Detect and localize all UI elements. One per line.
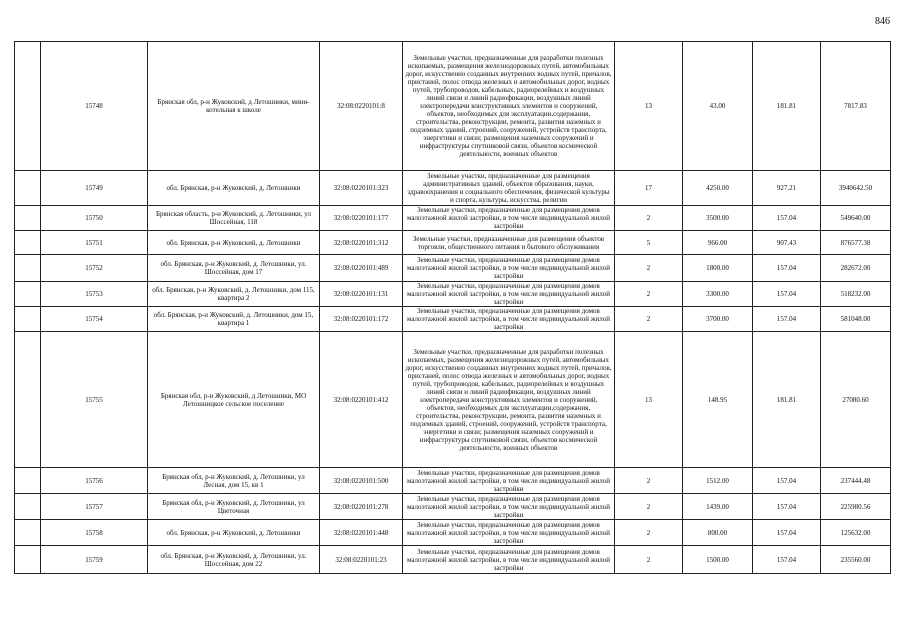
- row-spacer-cell: [15, 520, 41, 546]
- cadastral-value-cell: 282672.00: [821, 255, 891, 282]
- rate-cell: 927.21: [753, 171, 821, 206]
- cadastral-value-cell: 876577.38: [821, 231, 891, 255]
- rate-cell: 157.04: [753, 546, 821, 574]
- row-spacer-cell: [15, 255, 41, 282]
- cadastral-number-cell: 32:08:0220101:8: [320, 42, 403, 171]
- address-cell: обл. Брянская, р-н Жуковский, д. Летошники, ул. Шоссейная, дом 17: [148, 255, 320, 282]
- table-row: [15, 231, 891, 255]
- area-cell: 966.00: [683, 231, 753, 255]
- cadastral-number-cell: 32:08:0220101:172: [320, 307, 403, 332]
- address-cell: Брянская обл, р-н Жуковский, д. Летошники, ул Цветочная: [148, 494, 320, 520]
- table-row: [15, 494, 891, 520]
- table-row: [15, 520, 891, 546]
- rate-cell: 181.81: [753, 332, 821, 468]
- area-cell: 1500.00: [683, 546, 753, 574]
- cadastral-value-cell: 3940642.50: [821, 171, 891, 206]
- area-cell: 1439.00: [683, 494, 753, 520]
- land-register-table: [14, 41, 891, 574]
- area-cell: 800.00: [683, 520, 753, 546]
- row-spacer-cell: [15, 546, 41, 574]
- area-cell: 148.95: [683, 332, 753, 468]
- row-spacer-cell: [15, 468, 41, 494]
- table-row: [15, 255, 891, 282]
- group-cell: 2: [615, 468, 683, 494]
- group-cell: 17: [615, 171, 683, 206]
- table-row: [15, 546, 891, 574]
- cadastral-number-cell: 32:08:0220101:23: [320, 546, 403, 574]
- group-cell: 2: [615, 206, 683, 231]
- land-use-purpose-cell: Земельные участки, предназначенные для размещения домов малоэтажной жилой застройки, в том числе индивидуальной жилой застройки: [403, 255, 615, 282]
- table-row: [15, 171, 891, 206]
- land-use-purpose-cell: Земельные участки, предназначенные для размещения объектов торговли, общественного питания и бытового обслуживания: [403, 231, 615, 255]
- cadastral-value-cell: 235560.00: [821, 546, 891, 574]
- group-cell: 5: [615, 231, 683, 255]
- cadastral-value-cell: 27080.60: [821, 332, 891, 468]
- cadastral-value-cell: 237444.48: [821, 468, 891, 494]
- area-cell: 1512.00: [683, 468, 753, 494]
- land-use-purpose-cell: Земельные участки, предназначенные для размещения домов малоэтажной жилой застройки, в том числе индивидуальной жилой застройки: [403, 546, 615, 574]
- address-cell: обл. Брянская, р-н Жуковский, д. Летошники, ул. Шоссейная, дом 22: [148, 546, 320, 574]
- group-cell: 2: [615, 282, 683, 307]
- rate-cell: 181.81: [753, 42, 821, 171]
- row-id-cell: 15755: [41, 332, 148, 468]
- row-id-cell: 15751: [41, 231, 148, 255]
- land-use-purpose-cell: Земельные участки, предназначенные для размещения домов малоэтажной жилой застройки, в том числе индивидуальной жилой застройки: [403, 282, 615, 307]
- area-cell: 1800.00: [683, 255, 753, 282]
- land-use-purpose-cell: Земельные участки, предназначенные для размещения домов малоэтажной жилой застройки, в том числе индивидуальной жилой застройки: [403, 468, 615, 494]
- row-id-cell: 15756: [41, 468, 148, 494]
- row-id-cell: 15759: [41, 546, 148, 574]
- rate-cell: 157.04: [753, 206, 821, 231]
- row-spacer-cell: [15, 307, 41, 332]
- address-cell: Брянская обл, р-н Жуковский, д Летошники, МО Летошницкое сельское поселение: [148, 332, 320, 468]
- area-cell: 3500.00: [683, 206, 753, 231]
- cadastral-number-cell: 32:08:0220101:500: [320, 468, 403, 494]
- address-cell: обл. Брянская, р-н Жуковский, д. Летошники, дом 15, квартира 1: [148, 307, 320, 332]
- row-id-cell: 15758: [41, 520, 148, 546]
- address-cell: Брянская обл, р-н Жуковский, д. Летошники, ул Лесная, дом 15, кв 1: [148, 468, 320, 494]
- area-cell: 43.00: [683, 42, 753, 171]
- table-row: [15, 206, 891, 231]
- table-row: [15, 42, 891, 171]
- group-cell: 2: [615, 494, 683, 520]
- table-row: [15, 332, 891, 468]
- group-cell: 13: [615, 332, 683, 468]
- rate-cell: 157.04: [753, 255, 821, 282]
- row-spacer-cell: [15, 494, 41, 520]
- land-use-purpose-cell: Земельные участки, предназначенные для размещения домов малоэтажной жилой застройки, в том числе индивидуальной жилой застройки: [403, 206, 615, 231]
- land-use-purpose-cell: Земельные участки, предназначенные для разработки полезных ископаемых, размещения железнодорожных путей, автомобильных дорог, искусственно созданных внутренних водных путей, причалов, пристаней, полос отвода железных и автомобильных дорог, водных путей, трубопроводов, кабельных, радиорелейных и воздушных линий связи и линий радиофикации, воздушных линий электропередачи конструктивных элементов и сооружений, объектов, необходимых для эксплуатации,содержания, строительства, реконструкции, ремонта, развития наземных и подземных зданий, строений, сооружений, устройств транспорта, энергетики и связи; размещения наземных сооружений и инфраструктуры спутниковой связи, объектов космической деятельности, военных объектов: [403, 332, 615, 468]
- cadastral-value-cell: 7817.83: [821, 42, 891, 171]
- cadastral-number-cell: 32:08:0220101:131: [320, 282, 403, 307]
- land-use-purpose-cell: Земельные участки, предназначенные для размещения административных зданий, объектов образования, науки, здравоохранения и социального обеспечения, физической культуры и спорта, культуры, искусства, религии: [403, 171, 615, 206]
- row-id-cell: 15754: [41, 307, 148, 332]
- area-cell: 3300.00: [683, 282, 753, 307]
- cadastral-number-cell: 32:08:0220101:177: [320, 206, 403, 231]
- cadastral-number-cell: 32:08:0220101:278: [320, 494, 403, 520]
- cadastral-number-cell: 32:08:0220101:489: [320, 255, 403, 282]
- rate-cell: 157.04: [753, 282, 821, 307]
- address-cell: обл. Брянская, р-н Жуковский, д. Летошники: [148, 171, 320, 206]
- cadastral-value-cell: 549640.00: [821, 206, 891, 231]
- row-spacer-cell: [15, 332, 41, 468]
- rate-cell: 157.04: [753, 520, 821, 546]
- land-use-purpose-cell: Земельные участки, предназначенные для размещения домов малоэтажной жилой застройки, в том числе индивидуальной жилой застройки: [403, 520, 615, 546]
- row-spacer-cell: [15, 206, 41, 231]
- row-id-cell: 15750: [41, 206, 148, 231]
- address-cell: Брянская область, р-н Жуковский, д. Летошники, ул Шоссейная, 118: [148, 206, 320, 231]
- cadastral-number-cell: 32:08:0220101:448: [320, 520, 403, 546]
- cadastral-value-cell: 518232.00: [821, 282, 891, 307]
- rate-cell: 157.04: [753, 468, 821, 494]
- address-cell: Брянская обл, р-н Жуковский, д Летошники, мини-котельная к школе: [148, 42, 320, 171]
- row-id-cell: 15748: [41, 42, 148, 171]
- row-id-cell: 15752: [41, 255, 148, 282]
- cadastral-value-cell: 125632.00: [821, 520, 891, 546]
- group-cell: 2: [615, 520, 683, 546]
- address-cell: обл. Брянская, р-н Жуковский, д. Летошники: [148, 520, 320, 546]
- row-spacer-cell: [15, 171, 41, 206]
- group-cell: 2: [615, 546, 683, 574]
- area-cell: 4250.00: [683, 171, 753, 206]
- table-row: [15, 307, 891, 332]
- rate-cell: 907.43: [753, 231, 821, 255]
- table-row: [15, 468, 891, 494]
- cadastral-value-cell: 225980.56: [821, 494, 891, 520]
- address-cell: обл. Брянская, р-н Жуковский, д. Летошники, дом 115, квартира 2: [148, 282, 320, 307]
- cadastral-number-cell: 32:08:0220101:412: [320, 332, 403, 468]
- row-spacer-cell: [15, 42, 41, 171]
- row-id-cell: 15757: [41, 494, 148, 520]
- group-cell: 2: [615, 255, 683, 282]
- row-id-cell: 15753: [41, 282, 148, 307]
- page-number: 846: [875, 16, 890, 27]
- row-spacer-cell: [15, 282, 41, 307]
- row-spacer-cell: [15, 231, 41, 255]
- rate-cell: 157.04: [753, 307, 821, 332]
- land-use-purpose-cell: Земельные участки, предназначенные для размещения домов малоэтажной жилой застройки, в том числе индивидуальной жилой застройки: [403, 494, 615, 520]
- address-cell: обл. Брянская, р-н Жуковский, д. Летошники: [148, 231, 320, 255]
- group-cell: 13: [615, 42, 683, 171]
- land-use-purpose-cell: Земельные участки, предназначенные для разработки полезных ископаемых, размещения железнодорожных путей, автомобильных дорог, искусственно созданных внутренних водных путей, причалов, пристаней, полос отвода железных и автомобильных дорог, водных путей, трубопроводов, кабельных, радиорелейных и воздушных линий связи и линий радиофикации, воздушных линий электропередачи конструктивных элементов и сооружений, объектов, необходимых для эксплуатации,содержания, строительства, реконструкции, ремонта, развития наземных и подземных зданий, строений, сооружений, устройств транспорта, энергетики и связи; размещения наземных сооружений и инфраструктуры спутниковой связи, объектов космической деятельности, военных объектов: [403, 42, 615, 171]
- rate-cell: 157.04: [753, 494, 821, 520]
- row-id-cell: 15749: [41, 171, 148, 206]
- land-use-purpose-cell: Земельные участки, предназначенные для размещения домов малоэтажной жилой застройки, в том числе индивидуальной жилой застройки: [403, 307, 615, 332]
- area-cell: 3700.00: [683, 307, 753, 332]
- table-row: [15, 282, 891, 307]
- group-cell: 2: [615, 307, 683, 332]
- cadastral-number-cell: 32:08:0220101:323: [320, 171, 403, 206]
- cadastral-value-cell: 581048.00: [821, 307, 891, 332]
- cadastral-number-cell: 32:08:0220101:312: [320, 231, 403, 255]
